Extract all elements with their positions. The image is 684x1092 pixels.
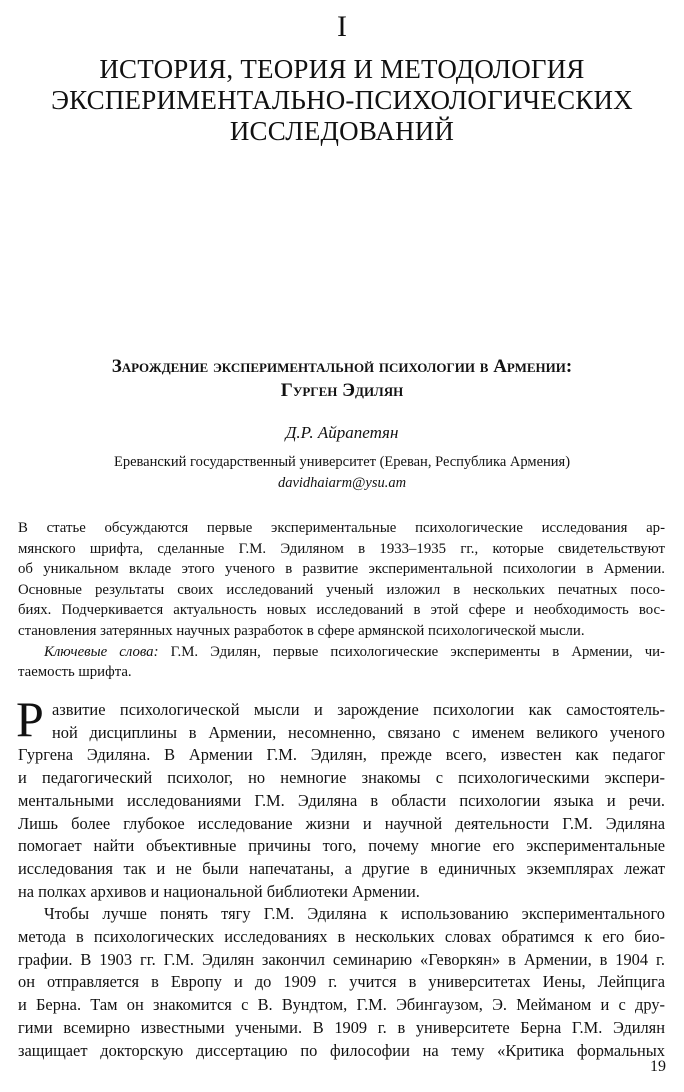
body-line: графии. В 1903 гг. Г.М. Эдилян закончил семинарию «Геворкян» в Армении, в 1904 г. [18, 949, 665, 969]
body-line: на полках архивов и национальной библиотеки Армении. [18, 881, 420, 901]
part-numeral: I [337, 10, 347, 43]
keywords-line: таемость шрифта. [18, 664, 132, 681]
article-title [20, 355, 664, 403]
page-number: 19 [650, 1058, 666, 1075]
body-line: и Берна. Там он знакомится с В. Вундтом, Г.М. Эбингаузом, Э. Мейманом и с дру- [18, 995, 665, 1015]
keywords-line [18, 642, 665, 663]
abstract [18, 518, 665, 683]
part-title [30, 54, 654, 147]
part-title-line: ЭКСПЕРИМЕНТАЛЬНО-ПСИХОЛОГИЧЕСКИХ [51, 85, 633, 115]
keywords-text: Г.М. Эдилян, первые психологические эксперименты в Армении, чи- [158, 643, 665, 660]
body-text [16, 691, 665, 1062]
abstract-line: биях. Подчеркивается актуальность новых исследований в этой сфере и необходимость вос- [18, 602, 665, 619]
article-title-line: Гурген Эдилян [280, 380, 404, 401]
body-line: азвитие психологической мысли и зарождение психологии как самостоятель- [52, 700, 665, 719]
body-line: ментальными исследованиями Г.М. Эдиляна в области психологии языка и речи. [18, 790, 665, 810]
abstract-line: становления затерянных научных разработок в сфере армянской психологической мысли. [18, 622, 585, 639]
author-name: Д.Р. Айрапетян [285, 423, 399, 442]
body-line: он отправляется в Европу и до 1909 г. учится в университетах Иены, Лейпцига [18, 972, 665, 992]
body-line: исследования так и не были напечатаны, а другие в единичных экземплярах лежат [18, 858, 665, 878]
abstract-line: Основные результаты своих исследований ученый изложил в нескольких печатных посо- [18, 581, 665, 598]
drop-cap: Р [16, 691, 44, 747]
part-title-line: ИССЛЕДОВАНИЙ [229, 116, 455, 146]
author-email: davidhaiarm@ysu.am [277, 475, 407, 491]
body-line: метода в психологических исследованиях в нескольких словах обратимся к его био- [18, 927, 665, 947]
abstract-line: мянского шрифта, сделанные Г.М. Эдиляном в 1933–1935 гг., которые свидетельствуют [18, 540, 665, 557]
paragraph-2 [18, 903, 665, 1062]
author-affiliation: Ереванский государственный университет (Ереван, Республика Армения) [113, 454, 571, 470]
body-line: Гургена Эдиляна. В Армении Г.М. Эдилян, прежде всего, известен как педагог [18, 745, 665, 765]
body-line: и педагогический психолог, но немногие знакомы с психологическими экспери- [18, 768, 665, 788]
article-title-line: Зарождение экспериментальной психологии в Армении: [111, 356, 573, 377]
keywords-label: Ключевые слова: [44, 643, 159, 660]
abstract-line: об уникальном вкладе этого ученого в развитие экспериментальной психологии в Армении. [18, 561, 665, 578]
abstract-line: В статье обсуждаются первые экспериментальные психологические исследования ар- [18, 520, 665, 536]
body-line: ной дисциплины в Армении, несомненно, связано с именем великого ученого [52, 722, 665, 742]
body-line: гими всемирно известными учеными. В 1909 г. в университете Берна Г.М. Эдилян [18, 1017, 665, 1037]
body-line: помогает найти объективные причины того, почему многие его экспериментальные [18, 836, 665, 856]
body-line: Чтобы лучше понять тягу Г.М. Эдиляна к использованию экспериментального [44, 904, 665, 924]
body-line: Лишь более глубокое исследование жизни и научной деятельности Г.М. Эдиляна [18, 813, 665, 833]
body-line: защищает докторскую диссертацию по философии на тему «Критика формальных [18, 1040, 665, 1060]
paragraph-1 [16, 691, 665, 903]
part-title-line: ИСТОРИЯ, ТЕОРИЯ И МЕТОДОЛОГИЯ [99, 54, 585, 84]
